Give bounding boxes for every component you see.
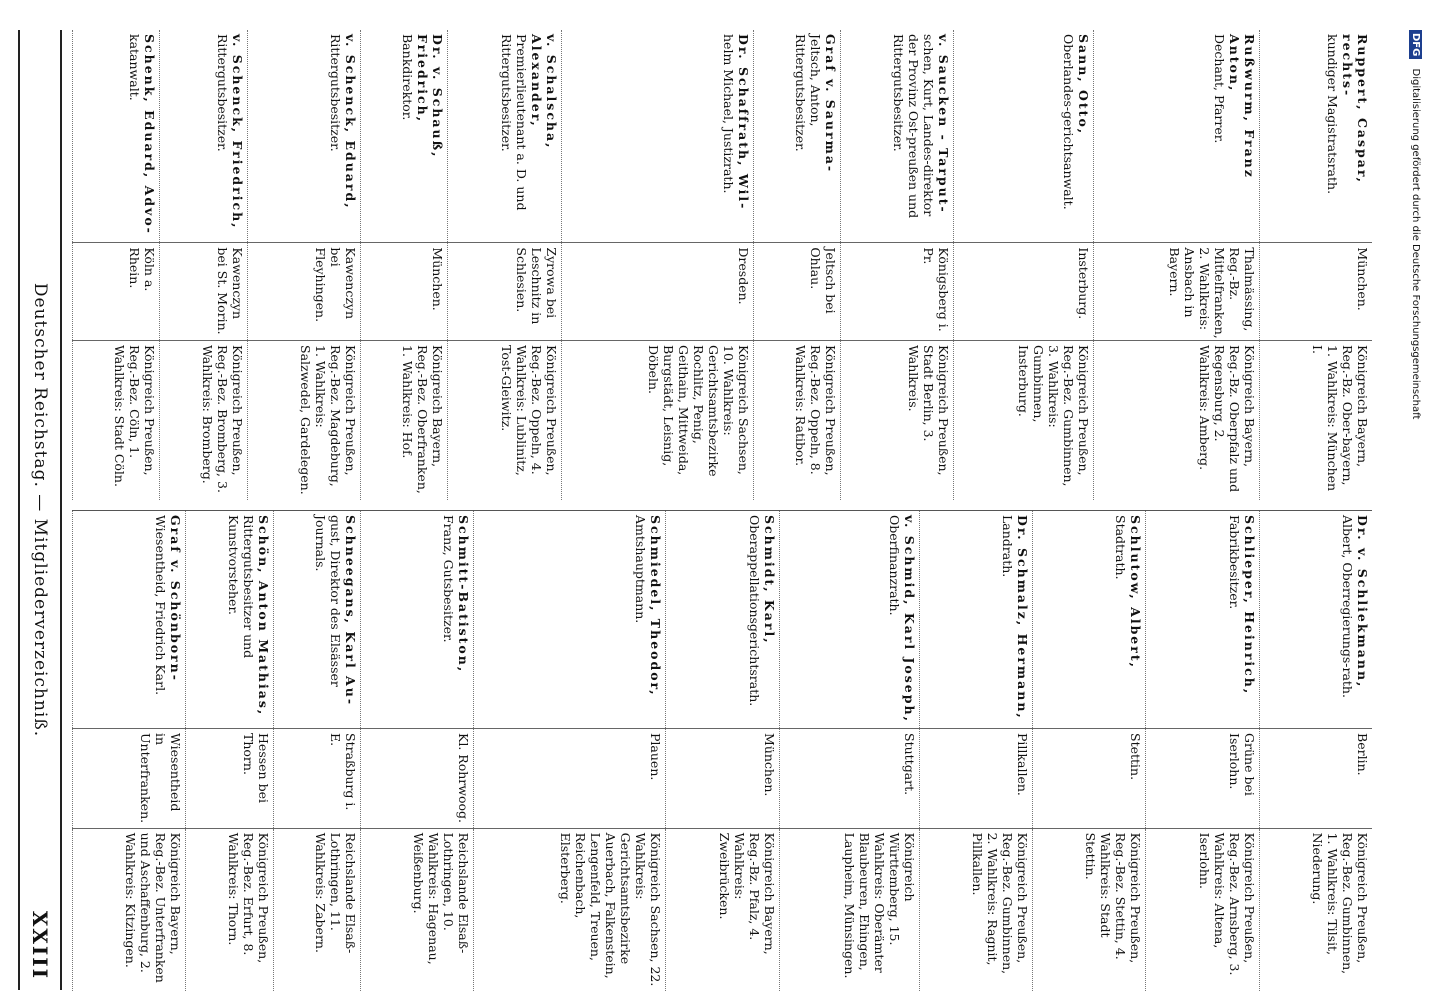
- member-name: Dr. Schaffrath, Wil-: [735, 34, 751, 211]
- right-table-body: [73, 511, 1373, 991]
- member-row: [1259, 30, 1372, 500]
- member-residence: Stettin.: [1033, 729, 1146, 829]
- member-residence: Kawenczyn bei Fleyhingen.: [247, 243, 360, 341]
- member-cell: [841, 30, 954, 243]
- member-district: Königreich Sachsen, 10. Wahlkreis: Gerichtsamtsbezirke Rochlitz, Penig, Geithain, Mittweida, Burgstädt, Leisnig, Döbeln.: [561, 341, 753, 501]
- member-description: Jeltsch, Anton, Rittergutsbesitzer.: [793, 34, 824, 152]
- member-row: [247, 30, 360, 500]
- member-residence: Kawenczyn bei St. Morin.: [160, 243, 247, 341]
- member-district: Königreich Preußen, Reg.-Bez. Oppeln, 4. Wahlkreis: Lublinitz, Tost-Gleiwitz.: [448, 341, 561, 501]
- member-residence: München.: [1259, 243, 1372, 341]
- member-description: Rittergutsbesitzer.: [214, 34, 230, 152]
- member-name: Schneegans, Karl Au-: [343, 515, 359, 707]
- member-district: Königreich Bayern, Reg.-Bez. Oberfranken, 1. Wahlkreis: Hof.: [361, 341, 448, 501]
- page-footer: [1409, 30, 1422, 990]
- member-cell: [1094, 30, 1260, 243]
- member-district: Königreich Preußen, Reg.-Bez. Gumbinnen, 2. Wahlkreis: Ragnit, Pillkallen.: [919, 828, 1032, 991]
- member-cell: [160, 30, 247, 243]
- member-cell: [1259, 511, 1372, 729]
- member-name: Sann, Otto,: [1076, 34, 1092, 136]
- member-description: schen, Kurt, Landes-direktor der Provinz Ost-preußen und Rittergutsbesitzer.: [891, 34, 937, 219]
- member-district: Königreich Preußen, Reg.-Bez. Gumbinnen, 3. Wahlkreis: Gumbinnen, Insterburg.: [954, 341, 1094, 501]
- member-description: Oberlandes-gerichtsanwalt.: [1061, 34, 1077, 210]
- member-cell: [73, 511, 187, 729]
- member-name: Dr. v. Schliekmann,: [1355, 515, 1370, 689]
- member-district: Königreich Preußen, Reg.-Bez. Gumbinnen, 1. Wahlkreis: Tilsit, Niederung.: [1259, 828, 1372, 991]
- member-description: Dechant, Pfarrer.: [1211, 34, 1227, 144]
- member-district: Königreich Preußen, Stadt Berlin, 3. Wahlkreis.: [841, 341, 954, 501]
- member-row: [160, 30, 247, 500]
- member-district: Königreich Sachsen, 22. Wahlkreis: Gerichtsamtsbezirke Auerbach, Falkenstein, Lengenfeld, Treuen, Reichenbach, Elsterberg.: [474, 828, 666, 991]
- dfg-logo: DFG: [1409, 30, 1422, 59]
- member-district: Königreich Bayern, Reg.-Bz. Pfalz, 4. Wahlkreis: Zweibrücken.: [666, 828, 779, 991]
- member-name: Schlutow, Albert,: [1128, 515, 1144, 669]
- member-name: Schenk, Eduard, Advo-: [142, 34, 158, 235]
- member-name: Rußwurm, Franz Anton,: [1226, 34, 1257, 179]
- member-residence: Jeltsch bei Ohlau.: [753, 243, 840, 341]
- member-row: [448, 30, 561, 500]
- member-name: Graf v. Schönborn-: [168, 515, 184, 682]
- left-table: [72, 30, 1372, 500]
- member-name: v. Saucken - Tarput-: [936, 34, 952, 214]
- member-row: [954, 30, 1094, 500]
- member-residence: Stuttgart.: [779, 729, 919, 829]
- member-description: Fabrikbesitzer.: [1226, 515, 1242, 610]
- member-residence: München.: [361, 243, 448, 341]
- member-residence: Hessen bei Thorn.: [186, 729, 273, 829]
- member-name: v. Schmid, Karl Joseph,: [901, 515, 917, 723]
- member-cell: [666, 511, 779, 729]
- member-cell: [1146, 511, 1259, 729]
- member-row: [753, 30, 840, 500]
- member-residence: Kl. Rohrwoog.: [361, 729, 474, 829]
- member-row: [361, 30, 448, 500]
- member-district: Königreich Württemberg, 15. Wahlkreis: Oberämter Blaubeuren, Ehingen, Laupheim, Münsingen.: [779, 828, 919, 991]
- member-residence: Insterburg.: [954, 243, 1094, 341]
- page-header: [18, 30, 62, 990]
- page-number: XXIII: [28, 910, 52, 980]
- member-residence: Zyrowa bei Leschnitz in Schlesien.: [448, 243, 561, 341]
- member-cell: [186, 511, 273, 729]
- member-name: Schön, Anton Mathias,: [255, 515, 271, 717]
- member-name: Graf v. Saurma-: [823, 34, 839, 174]
- footer-credit: Digitalisierung gefördert durch die Deutsche Forschungsgemeinschaft: [1410, 68, 1421, 420]
- member-cell: [474, 511, 666, 729]
- member-residence: Grüne bei Iserlohn.: [1146, 729, 1259, 829]
- member-name: Schmiedel, Theodor,: [648, 515, 664, 697]
- member-row: [1146, 511, 1259, 991]
- member-description: helm Michael, Justizrath.: [720, 34, 736, 194]
- member-residence: Königsberg i. Pr.: [841, 243, 954, 341]
- member-description: Premierlieutenant a. D. und Rittergutsbesitzer.: [498, 34, 529, 211]
- member-cell: [73, 30, 160, 243]
- member-cell: [448, 30, 561, 243]
- member-description: Amtshauptmann.: [633, 515, 649, 624]
- member-row: [73, 30, 160, 500]
- member-description: Rittergutsbesitzer und Kunstvorsteher.: [225, 515, 256, 659]
- member-cell: [361, 30, 448, 243]
- member-residence: Pillkallen.: [919, 729, 1032, 829]
- member-name: Dr. v. Schauß, Friedrich,: [415, 34, 446, 159]
- member-district: Königreich Preußen, Reg.-Bez. Magdeburg, 1. Wahlkreis: Salzwedel, Gardelegen.: [247, 341, 360, 501]
- member-district: Königreich Preußen, Reg.-Bez. Arnsberg, 3. Wahlkreis: Altena, Iserlohn.: [1146, 828, 1259, 991]
- member-description: Bankdirektor.: [400, 34, 416, 121]
- member-name: Schlieper, Heinrich,: [1241, 515, 1257, 696]
- member-district: Königreich Bayern, Reg.-Bz. Ober-bayern, 1. Wahlkreis: München I.: [1259, 341, 1372, 501]
- member-description: katanwalt.: [127, 34, 143, 101]
- member-row: [666, 511, 779, 991]
- member-row: [1033, 511, 1146, 991]
- member-cell: [247, 30, 360, 243]
- member-district: Königreich Preußen, Reg.-Bez. Erfurt, 8. Wahlkreis: Thorn.: [186, 828, 273, 991]
- member-cell: [361, 511, 474, 729]
- member-residence: München.: [666, 729, 779, 829]
- member-name: v. Schalscha, Alexander,: [528, 34, 559, 150]
- member-residence: Plauen.: [474, 729, 666, 829]
- member-district: Reichslande Elsaß-Lothringen, 11. Wahlkreis: Zabern.: [273, 828, 360, 991]
- member-description: Oberappellationsgerichtsrath.: [746, 515, 762, 707]
- member-cell: [753, 30, 840, 243]
- member-row: [1259, 511, 1372, 991]
- member-name: Dr. Schmalz, Hermann,: [1015, 515, 1031, 720]
- member-description: Landrath.: [1000, 515, 1016, 578]
- member-residence: Straßburg i. E.: [273, 729, 360, 829]
- member-district: Königreich Preußen, Reg.-Bez. Cöln, 1. Wahlkreis: Stadt Cöln.: [73, 341, 160, 501]
- member-cell: [1033, 511, 1146, 729]
- member-district: Königreich Bayern, Reg.-Bez. Unterfranken und Aschaffenburg, 2. Wahlkreis: Kitzingen.: [73, 828, 187, 991]
- member-description: Franz, Gutsbesitzer.: [441, 515, 457, 643]
- member-row: [1094, 30, 1260, 500]
- member-residence: Wiesentheid in Unterfranken.: [73, 729, 187, 829]
- member-district: Königreich Preußen, Reg.-Bez. Stettin, 4. Wahlkreis: Stadt Stettin.: [1033, 828, 1146, 991]
- member-district: Königreich Bayern, Reg.-Bz. Oberpfalz und Regensburg, 2. Wahlkreis: Amberg.: [1094, 341, 1260, 501]
- member-residence: Berlin.: [1259, 729, 1372, 829]
- member-row: [919, 511, 1032, 991]
- member-district: Königreich Preußen, Reg.-Bez. Oppeln, 8. Wahlkreis: Ratibor.: [753, 341, 840, 501]
- member-residence: Dresden.: [561, 243, 753, 341]
- member-cell: [954, 30, 1094, 243]
- member-name: Schmidt, Karl,: [761, 515, 777, 645]
- member-name: Ruppert, Caspar, rechts-: [1340, 34, 1370, 184]
- member-row: [841, 30, 954, 500]
- member-description: Rittergutsbesitzer.: [328, 34, 344, 152]
- member-row: [474, 511, 666, 991]
- member-row: [561, 30, 753, 500]
- member-cell: [919, 511, 1032, 729]
- member-description: Wiesentheid, Friedrich Karl.: [153, 515, 169, 696]
- member-row: [73, 511, 187, 991]
- member-description: kundiger Magistratsrath.: [1325, 34, 1340, 195]
- member-cell: [1259, 30, 1372, 243]
- member-description: Oberfinanzrath.: [886, 515, 902, 616]
- member-residence: Thalmässing, Reg.-Bz. Mittelfranken, 2. Wahlkreis: Ansbach in Bayern.: [1094, 243, 1260, 341]
- member-name: v. Schenck, Friedrich,: [229, 34, 245, 230]
- member-cell: [273, 511, 360, 729]
- right-table: [72, 510, 1372, 991]
- member-row: [186, 511, 273, 991]
- member-name: v. Schenck, Eduard,: [343, 34, 359, 210]
- member-row: [361, 511, 474, 991]
- member-row: [779, 511, 919, 991]
- member-cell: [561, 30, 753, 243]
- member-residence: Köln a. Rhein.: [73, 243, 160, 341]
- left-table-body: [73, 30, 1373, 500]
- member-cell: [779, 511, 919, 729]
- member-row: [273, 511, 360, 991]
- member-name: Schmitt-Batiston,: [456, 515, 472, 674]
- member-district: Reichslande Elsaß-Lothringen, 10. Wahlkreis: Hagenau, Weißenburg.: [361, 828, 474, 991]
- page-title: Deutscher Reichstag. — Mitgliederverzeichniß.: [30, 282, 50, 738]
- member-description: Albert, Oberregierungs-rath.: [1340, 515, 1355, 698]
- member-district: Königreich Preußen, Reg.-Bez. Bromberg, 3. Wahlkreis: Bromberg.: [160, 341, 247, 501]
- member-description: gust, Direktor des Elsässer Journals.: [313, 515, 344, 687]
- member-description: Stadtrath.: [1113, 515, 1129, 580]
